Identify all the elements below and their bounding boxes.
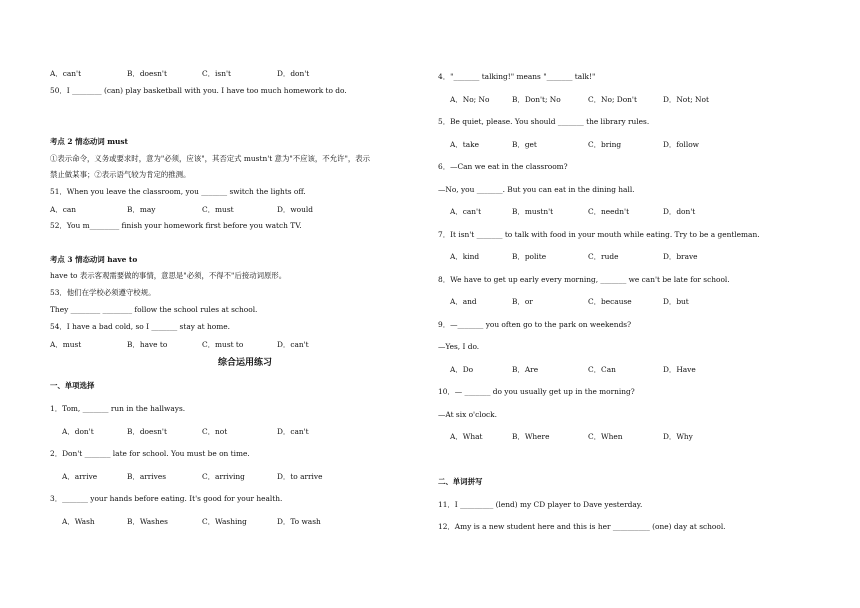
kp3-title: 考点 3 情态动词 have to [50,255,138,264]
question-53-english: They ________ ________ follow the school rules at school. [50,305,258,314]
option-c: C．isn't [202,69,231,78]
option-d: D．brave [663,252,698,261]
option-c: C．bring [588,140,622,149]
option-b: B．or [512,297,533,306]
option-a: A．take [450,140,479,149]
option-b: B．Where [512,432,550,441]
option-d: D．To wash [277,517,321,526]
option-a: A．can't [50,69,82,78]
option-b: B．may [127,205,156,214]
question-6-reply: —No, you _______. But you can eat in the dining hall. [438,185,635,194]
option-a: A．What [450,432,483,441]
option-b: B．doesn't [127,69,167,78]
question-5: 5．Be quiet, please. You should _______ the library rules. [438,117,650,126]
kp2-title: 考点 2 情态动词 must [50,137,128,146]
option-b: B．Don't; No [512,95,561,104]
question-7: 7．It isn't _______ to talk with food in your mouth while eating. Try to be a gentleman. [438,230,760,239]
option-c: C．rude [588,252,619,261]
option-c: C．Washing [202,517,247,526]
option-c: C．Can [588,365,616,374]
option-d: D．to arrive [277,472,323,481]
option-d: D．but [663,297,689,306]
option-a: A．kind [450,252,480,261]
question-12: 12．Amy is a new student here and this is her __________ (one) day at school. [438,522,726,531]
question-51: 51．When you leave the classroom, you _______ switch the lights off. [50,187,306,196]
section-1-heading: 一、单项选择 [50,381,95,390]
option-d: D．can't [277,340,309,349]
option-d: D．don't [277,69,310,78]
question-50: 50．I ________ (can) play basketball with you. I have too much homework to do. [50,86,347,95]
section-title: 综合运用练习 [217,358,272,368]
option-c: C．must [202,205,234,214]
kp2-desc-2: 禁止做某事；②表示语气较为肯定的推测。 [50,170,191,179]
question-4: 4．"_______ talking!" means "_______ talk!" [438,72,596,81]
option-a: A．and [450,297,477,306]
option-c: C．must to [202,340,244,349]
option-a: A．can [50,205,77,214]
option-c: C．arriving [202,472,245,481]
kp3-desc: have to 表示客观需要做的事情，意思是"必须，不得不"后接动词原形。 [50,271,287,280]
question-8: 8．We have to get up early every morning, _______ we can't be late for school. [438,275,730,284]
question-10: 10．— _______ do you usually get up in the morning? [438,387,635,396]
option-b: B．get [512,140,537,149]
option-d: D．Not; Not [663,95,709,104]
option-c: C．needn't [588,207,630,216]
option-c: C．not [202,427,228,436]
section-2-heading: 二、单词拼写 [438,477,483,486]
question-9-reply: —Yes, I do. [438,342,480,351]
option-d: D．can't [277,427,309,436]
question-52: 52．You m________ finish your homework first before you watch TV. [50,221,302,230]
option-a: A．No; No [450,95,490,104]
option-d: D．would [277,205,313,214]
option-a: A．arrive [62,472,98,481]
option-d: D．Have [663,365,696,374]
option-b: B．mustn't [512,207,554,216]
option-b: B．Are [512,365,539,374]
option-a: A．don't [62,427,94,436]
question-10-reply: —At six o'clock. [438,410,497,419]
option-d: D．don't [663,207,696,216]
option-b: B．polite [512,252,547,261]
option-a: A．can't [450,207,482,216]
question-3: 3．_______ your hands before eating. It's good for your health. [50,494,283,503]
question-54: 54．I have a bad cold, so I _______ stay at home. [50,322,230,331]
question-53: 53．他们在学校必须遵守校规。 [50,288,156,297]
option-d: D．follow [663,140,700,149]
question-6: 6．—Can we eat in the classroom? [438,162,568,171]
option-b: B．have to [127,340,168,349]
option-d: D．Why [663,432,693,441]
option-c: C．because [588,297,632,306]
option-a: A．Wash [62,517,95,526]
option-b: B．doesn't [127,427,167,436]
question-2: 2．Don't _______ late for school. You must be on time. [50,449,250,458]
kp2-desc-1: ①表示命令，义务或要求时，意为"必须，应该"，其否定式 mustn't 意为"不应该，不允许"，表示 [50,154,371,163]
option-c: C．When [588,432,623,441]
question-11: 11．I _________ (lend) my CD player to Dave yesterday. [438,500,643,509]
option-a: A．must [50,340,82,349]
option-a: A．Do [450,365,474,374]
question-9: 9．—_______ you often go to the park on weekends? [438,320,632,329]
option-c: C．No; Don't [588,95,637,104]
option-b: B．arrives [127,472,166,481]
option-b: B．Washes [127,517,168,526]
question-1: 1．Tom, _______ run in the hallways. [50,404,186,413]
